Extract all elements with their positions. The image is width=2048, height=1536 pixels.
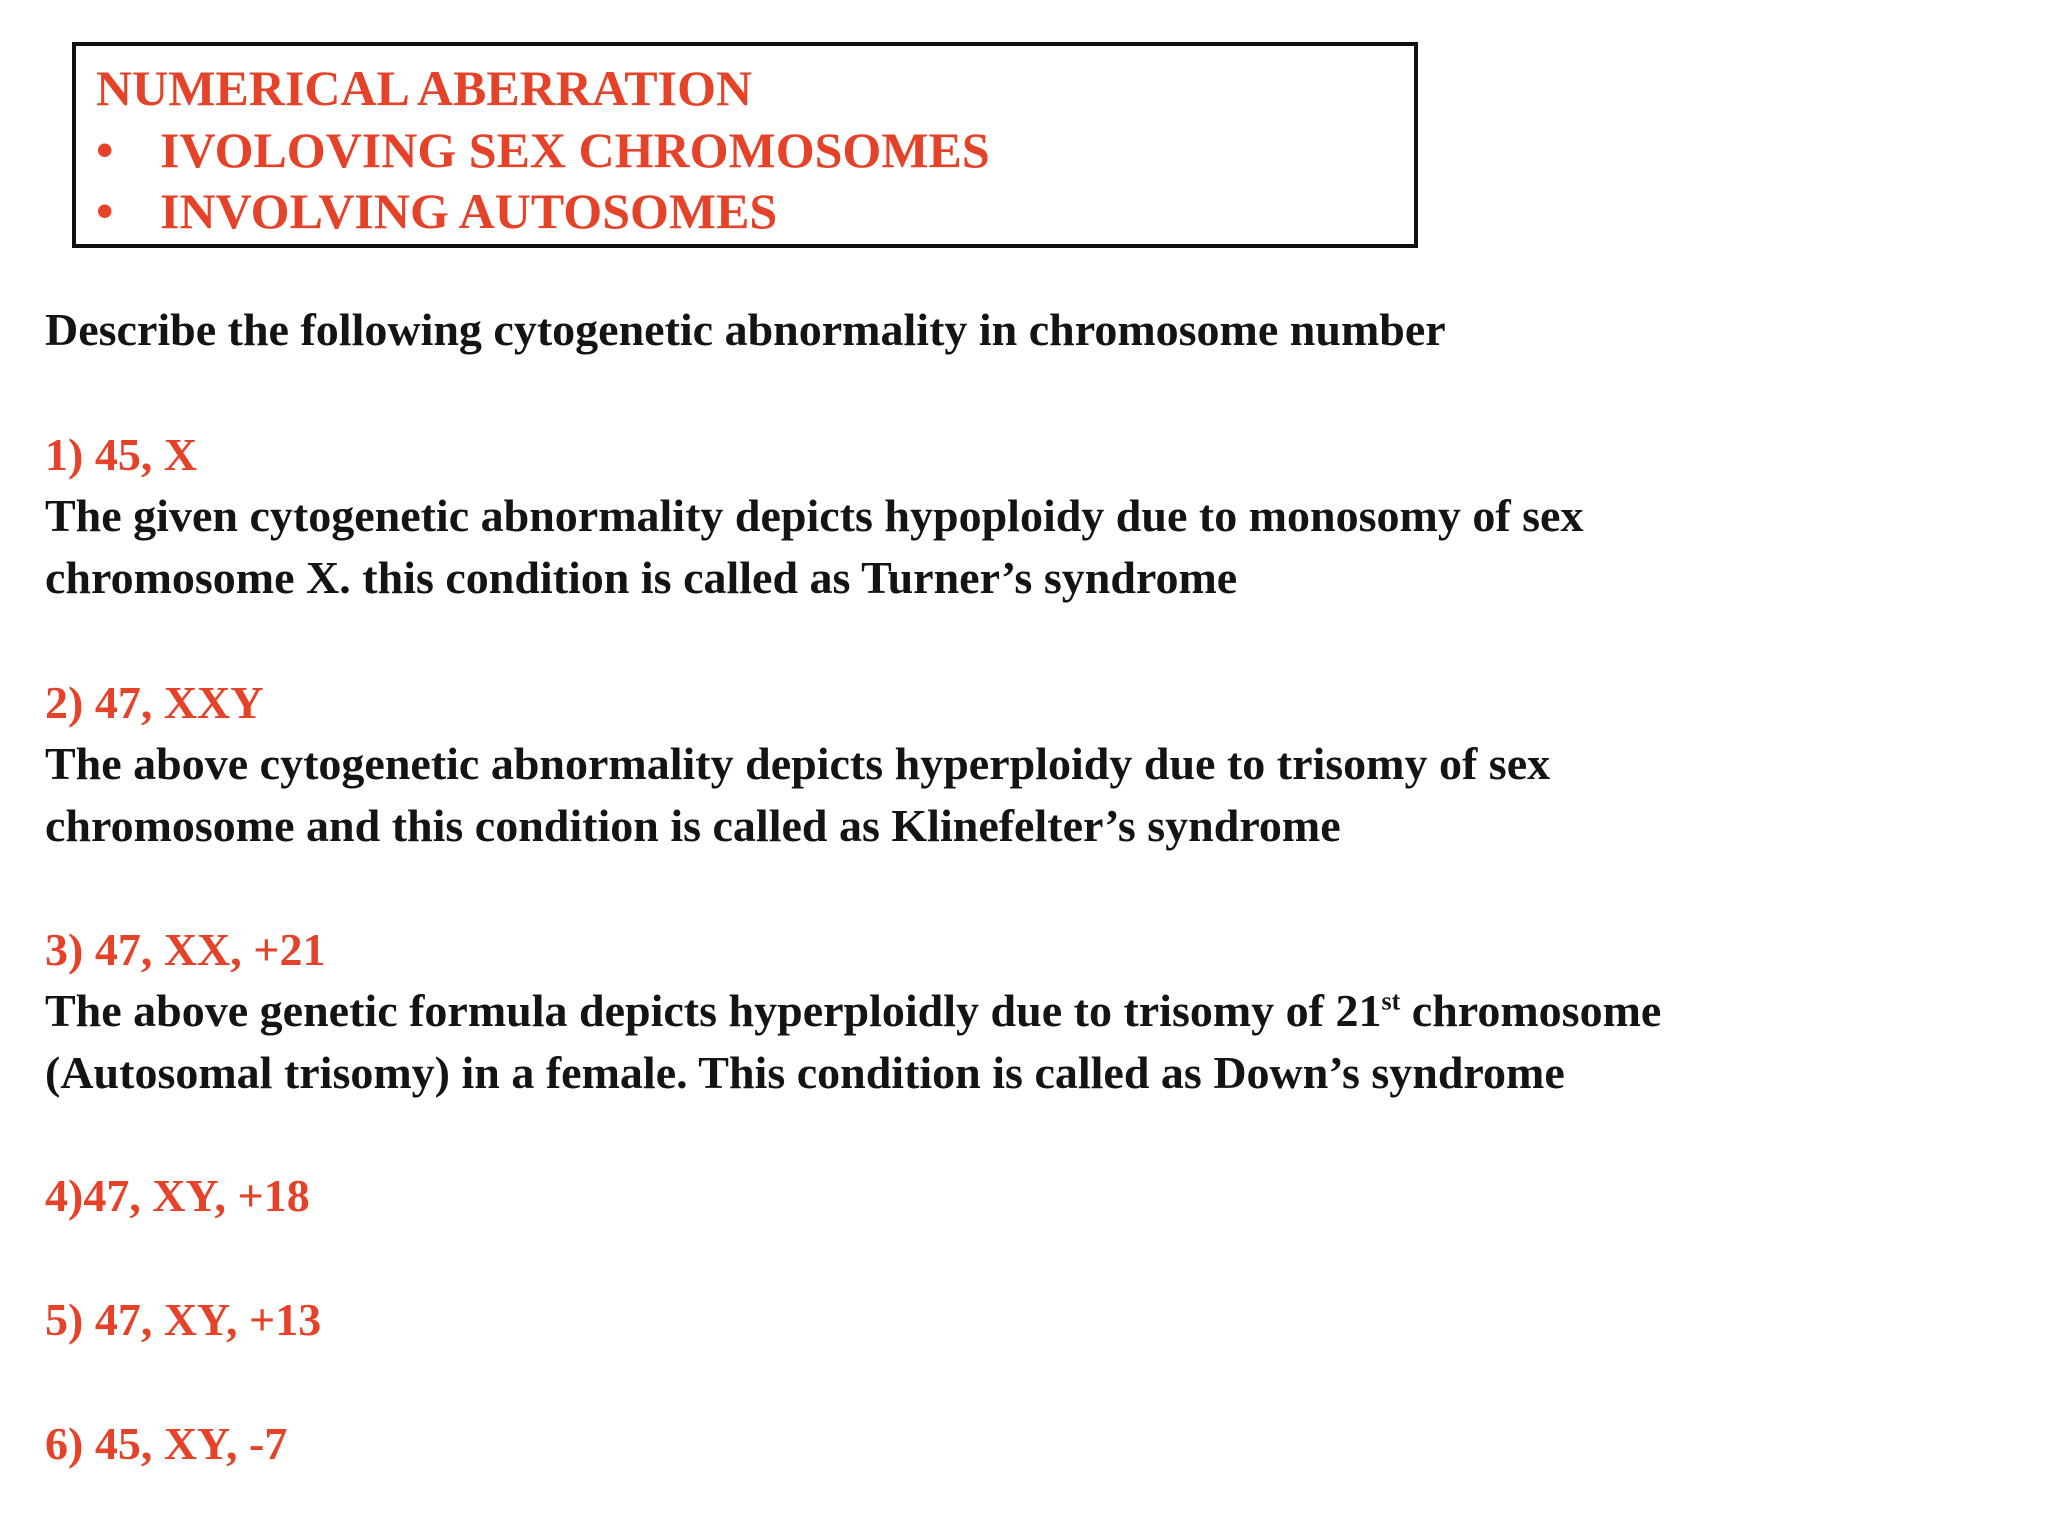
item-3-line-2: (Autosomal trisomy) in a female. This condition is called as Down’s syndrome [45, 1047, 1565, 1098]
item-3-label: 3) 47, XX, +21 [45, 924, 326, 975]
bullet-icon: • [96, 122, 114, 178]
item-3-line-1 [45, 983, 1661, 1039]
slide-title: NUMERICAL ABERRATION [96, 60, 753, 116]
item-1-line-1: The given cytogenetic abnormality depicts hypoploidy due to monosomy of sex [45, 490, 1584, 541]
item-1-label: 1) 45, X [45, 429, 198, 480]
bullet-icon: • [96, 183, 114, 239]
item-4-label: 4)47, XY, +18 [45, 1170, 310, 1221]
bullet-text: INVOLVING AUTOSOMES [160, 183, 778, 239]
instruction-text: Describe the following cytogenetic abnormality in chromosome number [45, 304, 1446, 355]
title-box [72, 42, 1418, 248]
bullet-autosomes [96, 183, 777, 239]
bullet-text: IVOLOVING SEX CHROMOSOMES [160, 122, 990, 178]
item-3-line-1-text: The above genetic formula depicts hyperploidly due to trisomy of 21 [45, 985, 1382, 1036]
bullet-sex-chromosomes [96, 122, 990, 178]
item-1-line-2: chromosome X. this condition is called as Turner’s syndrome [45, 552, 1238, 603]
item-2-line-1: The above cytogenetic abnormality depicts hyperploidy due to trisomy of sex [45, 738, 1551, 789]
item-3-line-1-end: chromosome [1400, 985, 1662, 1036]
item-2-line-2: chromosome and this condition is called as Klinefelter’s syndrome [45, 800, 1341, 851]
ordinal-suffix: st [1381, 986, 1401, 1016]
item-2-label: 2) 47, XXY [45, 677, 264, 728]
item-6-label: 6) 45, XY, -7 [45, 1418, 288, 1469]
item-5-label: 5) 47, XY, +13 [45, 1294, 322, 1345]
